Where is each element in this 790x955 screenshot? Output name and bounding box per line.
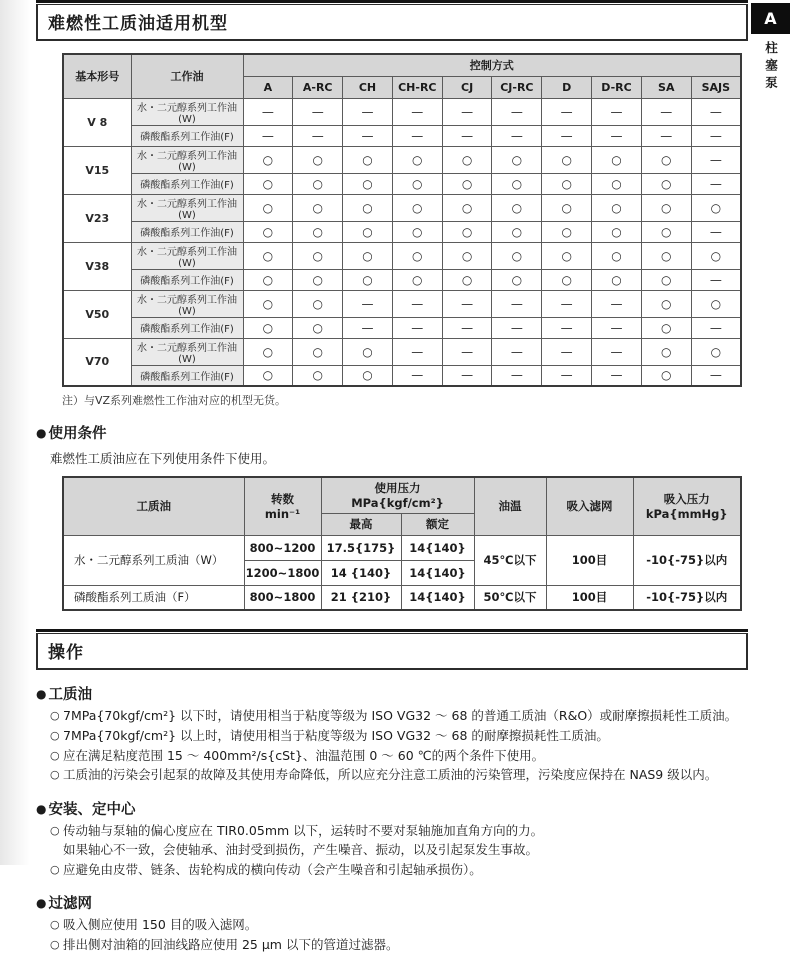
compat-cell: ○ bbox=[542, 221, 592, 242]
compat-cell: ○ bbox=[392, 221, 442, 242]
bullet-icon: ● bbox=[36, 425, 47, 440]
compat-cell: ○ bbox=[343, 269, 393, 290]
document-content bbox=[36, 0, 748, 955]
suction-value: -10{-75}以内 bbox=[633, 585, 741, 610]
pressure-max-value: 17.5{175} bbox=[321, 535, 401, 560]
operation-title-text: 操作 bbox=[48, 643, 84, 663]
table-footnote: 注）与VZ系列难燃性工作油对应的机型无货。 bbox=[62, 394, 287, 407]
compat-cell: — bbox=[442, 98, 492, 125]
item-text: 吸入侧应使用 150 目的吸入滤网。 bbox=[63, 917, 258, 933]
compat-cell: — bbox=[392, 365, 442, 386]
pressure-rated-value: 14{140} bbox=[401, 585, 474, 610]
compat-cell: ○ bbox=[392, 194, 442, 221]
compat-cell: ○ bbox=[691, 290, 741, 317]
compat-cell: — bbox=[592, 125, 642, 146]
circle-bullet-icon: ○ bbox=[50, 728, 60, 742]
title-top-rule bbox=[36, 0, 748, 3]
compat-cell: — bbox=[442, 125, 492, 146]
control-mode-header: CJ bbox=[442, 76, 492, 98]
compat-cell: ○ bbox=[442, 242, 492, 269]
compat-cell: ○ bbox=[293, 317, 343, 338]
oil-type-cell: 磷酸酯系列工作油(F) bbox=[131, 269, 243, 290]
compat-cell: ○ bbox=[492, 269, 542, 290]
pressure-rated-value: 14{140} bbox=[401, 535, 474, 560]
section-side-tab bbox=[751, 3, 790, 94]
model-cell: V50 bbox=[63, 290, 131, 338]
circle-bullet-icon: ○ bbox=[50, 768, 60, 782]
compat-cell: ○ bbox=[641, 338, 691, 365]
header-basic-model: 基本形号 bbox=[63, 54, 131, 98]
compat-cell: — bbox=[442, 290, 492, 317]
section-heading: ● 安装、定中心 bbox=[36, 801, 136, 818]
compat-cell: — bbox=[592, 365, 642, 386]
compat-cell: ○ bbox=[343, 221, 393, 242]
compat-cell: ○ bbox=[641, 269, 691, 290]
table-row bbox=[63, 221, 741, 242]
compat-cell: — bbox=[293, 125, 343, 146]
page-title-text: 难燃性工质油适用机型 bbox=[48, 14, 228, 34]
compat-cell: ○ bbox=[641, 317, 691, 338]
speed-value: 800~1200 bbox=[244, 535, 321, 560]
model-cell: V15 bbox=[63, 146, 131, 194]
compat-cell: — bbox=[442, 317, 492, 338]
compat-cell: ○ bbox=[343, 338, 393, 365]
compat-cell: ○ bbox=[293, 269, 343, 290]
list-item bbox=[50, 916, 748, 935]
compat-cell: ○ bbox=[243, 221, 293, 242]
compat-cell: ○ bbox=[442, 269, 492, 290]
control-mode-header: CJ-RC bbox=[492, 76, 542, 98]
compat-cell: ○ bbox=[691, 242, 741, 269]
compat-cell: ○ bbox=[492, 194, 542, 221]
compat-cell: — bbox=[592, 317, 642, 338]
compat-cell: ○ bbox=[243, 173, 293, 194]
oil-type-cell: 磷酸酯系列工作油(F) bbox=[131, 173, 243, 194]
compat-cell: ○ bbox=[641, 173, 691, 194]
compat-cell: — bbox=[343, 125, 393, 146]
cond-row bbox=[63, 535, 741, 560]
header-speed: 转数 min⁻¹ bbox=[244, 477, 321, 535]
compat-cell: — bbox=[492, 125, 542, 146]
compat-cell: ○ bbox=[343, 146, 393, 173]
section-heading: ● 工质油 bbox=[36, 686, 92, 703]
compat-cell: ○ bbox=[492, 173, 542, 194]
header-fluid: 工质油 bbox=[63, 477, 244, 535]
header-suction-pressure: 吸入压力 kPa{mmHg} bbox=[633, 477, 741, 535]
list-item bbox=[50, 727, 748, 746]
item-text: 应在满足粘度范围 15 ～ 400mm²/s{cSt}、油温范围 0 ～ 60 ℃的两个条件下使用。 bbox=[63, 747, 545, 763]
sidebar-category-label: 柱塞泵 bbox=[763, 41, 779, 94]
compat-cell: — bbox=[691, 269, 741, 290]
section-strainer bbox=[36, 892, 748, 955]
bullet-icon: ● bbox=[36, 801, 47, 816]
compat-cell: ○ bbox=[243, 365, 293, 386]
compat-cell: — bbox=[392, 98, 442, 125]
model-cell: V38 bbox=[63, 242, 131, 290]
compat-cell: ○ bbox=[691, 194, 741, 221]
compat-cell: ○ bbox=[442, 221, 492, 242]
compat-cell: ○ bbox=[392, 242, 442, 269]
compat-cell: ○ bbox=[442, 173, 492, 194]
oil-type-cell: 磷酸酯系列工作油(F) bbox=[131, 317, 243, 338]
compat-cell: — bbox=[492, 290, 542, 317]
compat-cell: — bbox=[243, 98, 293, 125]
compat-cell: — bbox=[592, 290, 642, 317]
compat-cell: ○ bbox=[293, 338, 343, 365]
compat-cell: ○ bbox=[641, 290, 691, 317]
compat-cell: — bbox=[392, 290, 442, 317]
header-pressure-rated: 额定 bbox=[401, 513, 474, 535]
compat-cell: ○ bbox=[592, 221, 642, 242]
compat-cell: — bbox=[492, 365, 542, 386]
item-text: 传动轴与泵轴的偏心度应在 TIR0.05mm 以下，运转时不要对泵轴施加直角方向的力。 bbox=[63, 823, 544, 838]
list-item bbox=[50, 861, 748, 880]
usage-conditions-heading bbox=[36, 422, 748, 443]
compat-cell: — bbox=[442, 365, 492, 386]
table-header-row bbox=[63, 54, 741, 76]
compat-cell: ○ bbox=[592, 194, 642, 221]
compat-cell: ○ bbox=[592, 242, 642, 269]
usage-conditions-table bbox=[62, 476, 742, 611]
circle-bullet-icon: ○ bbox=[50, 862, 60, 876]
usage-conditions-heading-text: 使用条件 bbox=[48, 426, 107, 442]
oil-type-cell: 磷酸酯系列工作油(F) bbox=[131, 365, 243, 386]
strainer-value: 100目 bbox=[546, 535, 633, 585]
table-row bbox=[63, 290, 741, 317]
table-row bbox=[63, 365, 741, 386]
pressure-max-value: 14 {140} bbox=[321, 560, 401, 585]
list-item bbox=[50, 936, 748, 955]
compat-cell: ○ bbox=[243, 242, 293, 269]
control-mode-header: D-RC bbox=[592, 76, 642, 98]
temp-value: 45℃以下 bbox=[474, 535, 546, 585]
header-oil-temp: 油温 bbox=[474, 477, 546, 535]
compat-cell: ○ bbox=[243, 269, 293, 290]
header-working-oil: 工作油 bbox=[131, 54, 243, 98]
compat-cell: ○ bbox=[293, 365, 343, 386]
control-mode-header: CH-RC bbox=[392, 76, 442, 98]
compat-cell: — bbox=[392, 317, 442, 338]
compat-cell: — bbox=[293, 98, 343, 125]
compat-cell: ○ bbox=[592, 173, 642, 194]
compat-cell: ○ bbox=[492, 221, 542, 242]
control-mode-header: D bbox=[542, 76, 592, 98]
compat-cell: — bbox=[542, 290, 592, 317]
compat-cell: — bbox=[392, 125, 442, 146]
operation-top-rule bbox=[36, 629, 748, 632]
compat-cell: ○ bbox=[641, 146, 691, 173]
item-text: 排出侧对油箱的回油线路应使用 25 μm 以下的管道过滤器。 bbox=[63, 937, 399, 952]
page-title bbox=[36, 4, 748, 41]
compat-cell: ○ bbox=[293, 194, 343, 221]
section-installation bbox=[36, 798, 748, 879]
compat-cell: ○ bbox=[293, 290, 343, 317]
compat-cell: — bbox=[691, 98, 741, 125]
pressure-max-value: 21 {210} bbox=[321, 585, 401, 610]
table-row bbox=[63, 146, 741, 173]
cond-row bbox=[63, 585, 741, 610]
compat-cell: — bbox=[542, 338, 592, 365]
suction-value: -10{-75}以内 bbox=[633, 535, 741, 585]
compat-cell: — bbox=[542, 317, 592, 338]
compat-cell: ○ bbox=[392, 269, 442, 290]
circle-bullet-icon: ○ bbox=[50, 918, 60, 932]
compat-cell: ○ bbox=[392, 173, 442, 194]
compat-cell: ○ bbox=[542, 173, 592, 194]
compat-cell: ○ bbox=[492, 242, 542, 269]
operation-title bbox=[36, 633, 748, 670]
pressure-rated-value: 14{140} bbox=[401, 560, 474, 585]
section-working-fluid bbox=[36, 683, 748, 785]
item-subtext: 如果轴心不一致，会使轴承、油封受到损伤，产生噪音、振动，以及引起泵发生事故。 bbox=[63, 841, 539, 857]
model-compatibility-table bbox=[62, 53, 742, 387]
compat-cell: — bbox=[641, 98, 691, 125]
strainer-value: 100目 bbox=[546, 585, 633, 610]
compat-cell: — bbox=[492, 98, 542, 125]
oil-type-cell: 水・二元醇系列工作油(W) bbox=[131, 290, 243, 317]
list-item bbox=[50, 747, 748, 766]
table-row bbox=[63, 194, 741, 221]
table-row bbox=[63, 338, 741, 365]
compat-cell: ○ bbox=[243, 338, 293, 365]
fluid-label: 水・二元醇系列工质油（W） bbox=[63, 535, 244, 585]
oil-type-cell: 水・二元醇系列工作油(W) bbox=[131, 146, 243, 173]
table-row bbox=[63, 242, 741, 269]
compat-cell: ○ bbox=[293, 242, 343, 269]
header-suction-strainer: 吸入滤网 bbox=[546, 477, 633, 535]
compat-cell: — bbox=[442, 338, 492, 365]
compat-cell: — bbox=[641, 125, 691, 146]
compat-cell: ○ bbox=[343, 365, 393, 386]
compat-cell: ○ bbox=[442, 194, 492, 221]
compat-cell: — bbox=[691, 221, 741, 242]
compat-cell: ○ bbox=[243, 194, 293, 221]
circle-bullet-icon: ○ bbox=[50, 938, 60, 951]
compat-cell: ○ bbox=[392, 146, 442, 173]
compat-cell: ○ bbox=[542, 269, 592, 290]
table-row bbox=[63, 269, 741, 290]
compat-cell: ○ bbox=[641, 365, 691, 386]
item-text: 7MPa{70kgf/cm²} 以下时，请使用相当于粘度等级为 ISO VG32 ～ 68 的普通工质油（R&O）或耐摩擦损耗性工质油。 bbox=[63, 708, 738, 723]
compat-cell: ○ bbox=[641, 194, 691, 221]
compat-cell: — bbox=[691, 173, 741, 194]
compat-cell: ○ bbox=[691, 338, 741, 365]
bullet-icon: ● bbox=[36, 686, 47, 701]
compat-cell: — bbox=[691, 125, 741, 146]
list-item bbox=[50, 766, 748, 785]
circle-bullet-icon: ○ bbox=[50, 748, 60, 762]
compat-cell: ○ bbox=[542, 146, 592, 173]
control-mode-header: SA bbox=[641, 76, 691, 98]
compat-cell: ○ bbox=[592, 146, 642, 173]
page-left-margin bbox=[0, 0, 30, 865]
table-row bbox=[63, 98, 741, 125]
item-text: 工质油的污染会引起泵的故障及其使用寿命降低，所以应充分注意工质油的污染管理，污染度应保持在 NAS9 级以内。 bbox=[63, 767, 718, 783]
compat-cell: ○ bbox=[542, 194, 592, 221]
section-heading: ● 过滤网 bbox=[36, 895, 92, 913]
compat-cell: — bbox=[542, 98, 592, 125]
fluid-label: 磷酸酯系列工质油（F） bbox=[63, 585, 244, 610]
circle-bullet-icon: ○ bbox=[50, 824, 60, 837]
header-control-method: 控制方式 bbox=[243, 54, 741, 76]
compat-cell: — bbox=[243, 125, 293, 146]
oil-type-cell: 磷酸酯系列工作油(F) bbox=[131, 125, 243, 146]
compat-cell: ○ bbox=[343, 173, 393, 194]
table-row bbox=[63, 173, 741, 194]
compat-cell: — bbox=[542, 125, 592, 146]
control-mode-header: A bbox=[243, 76, 293, 98]
control-mode-header: SAJS bbox=[691, 76, 741, 98]
bullet-icon: ● bbox=[36, 895, 47, 910]
compat-cell: ○ bbox=[592, 269, 642, 290]
compat-cell: ○ bbox=[293, 173, 343, 194]
oil-type-cell: 水・二元醇系列工作油(W) bbox=[131, 98, 243, 125]
compat-cell: ○ bbox=[243, 317, 293, 338]
oil-type-cell: 水・二元醇系列工作油(W) bbox=[131, 194, 243, 221]
compat-cell: — bbox=[592, 98, 642, 125]
compat-cell: — bbox=[691, 365, 741, 386]
temp-value: 50℃以下 bbox=[474, 585, 546, 610]
item-text: 7MPa{70kgf/cm²} 以上时，请使用相当于粘度等级为 ISO VG32 ～ 68 的耐摩擦损耗性工质油。 bbox=[63, 727, 609, 743]
compat-cell: — bbox=[592, 338, 642, 365]
compat-cell: — bbox=[492, 338, 542, 365]
compat-cell: ○ bbox=[442, 146, 492, 173]
header-pressure: 使用压力 MPa{kgf/cm²} bbox=[321, 477, 474, 513]
compat-cell: — bbox=[542, 365, 592, 386]
compat-cell: ○ bbox=[641, 221, 691, 242]
compat-cell: ○ bbox=[293, 146, 343, 173]
usage-conditions-description: 难燃性工质油应在下列使用条件下使用。 bbox=[50, 451, 276, 466]
oil-type-cell: 磷酸酯系列工作油(F) bbox=[131, 221, 243, 242]
compat-cell: — bbox=[343, 317, 393, 338]
compat-cell: ○ bbox=[641, 242, 691, 269]
compat-cell: — bbox=[492, 317, 542, 338]
compat-cell: ○ bbox=[542, 242, 592, 269]
model-cell: V 8 bbox=[63, 98, 131, 146]
circle-bullet-icon: ○ bbox=[50, 709, 60, 722]
list-item bbox=[50, 822, 748, 860]
compat-cell: — bbox=[343, 290, 393, 317]
compat-cell: ○ bbox=[492, 146, 542, 173]
section-tab-badge bbox=[751, 3, 790, 34]
item-text: 应避免由皮带、链条、齿轮构成的横向传动（会产生噪音和引起轴承损伤）。 bbox=[63, 861, 482, 877]
compat-cell: ○ bbox=[343, 194, 393, 221]
header-pressure-max: 最高 bbox=[321, 513, 401, 535]
model-cell: V70 bbox=[63, 338, 131, 386]
control-mode-header: A-RC bbox=[293, 76, 343, 98]
compat-cell: — bbox=[392, 338, 442, 365]
table-row bbox=[63, 125, 741, 146]
section-letter: A bbox=[764, 9, 777, 28]
compat-cell: — bbox=[343, 98, 393, 125]
speed-value: 1200~1800 bbox=[244, 560, 321, 585]
speed-value: 800~1800 bbox=[244, 585, 321, 610]
model-cell: V23 bbox=[63, 194, 131, 242]
compat-cell: ○ bbox=[343, 242, 393, 269]
oil-type-cell: 水・二元醇系列工作油(W) bbox=[131, 242, 243, 269]
compat-cell: ○ bbox=[243, 146, 293, 173]
oil-type-cell: 水・二元醇系列工作油(W) bbox=[131, 338, 243, 365]
compat-cell: ○ bbox=[293, 221, 343, 242]
table-row bbox=[63, 317, 741, 338]
list-item bbox=[50, 707, 748, 726]
cond-header-row bbox=[63, 477, 741, 513]
compat-cell: ○ bbox=[243, 290, 293, 317]
compat-cell: — bbox=[691, 317, 741, 338]
compat-cell: — bbox=[691, 146, 741, 173]
control-mode-header: CH bbox=[343, 76, 393, 98]
